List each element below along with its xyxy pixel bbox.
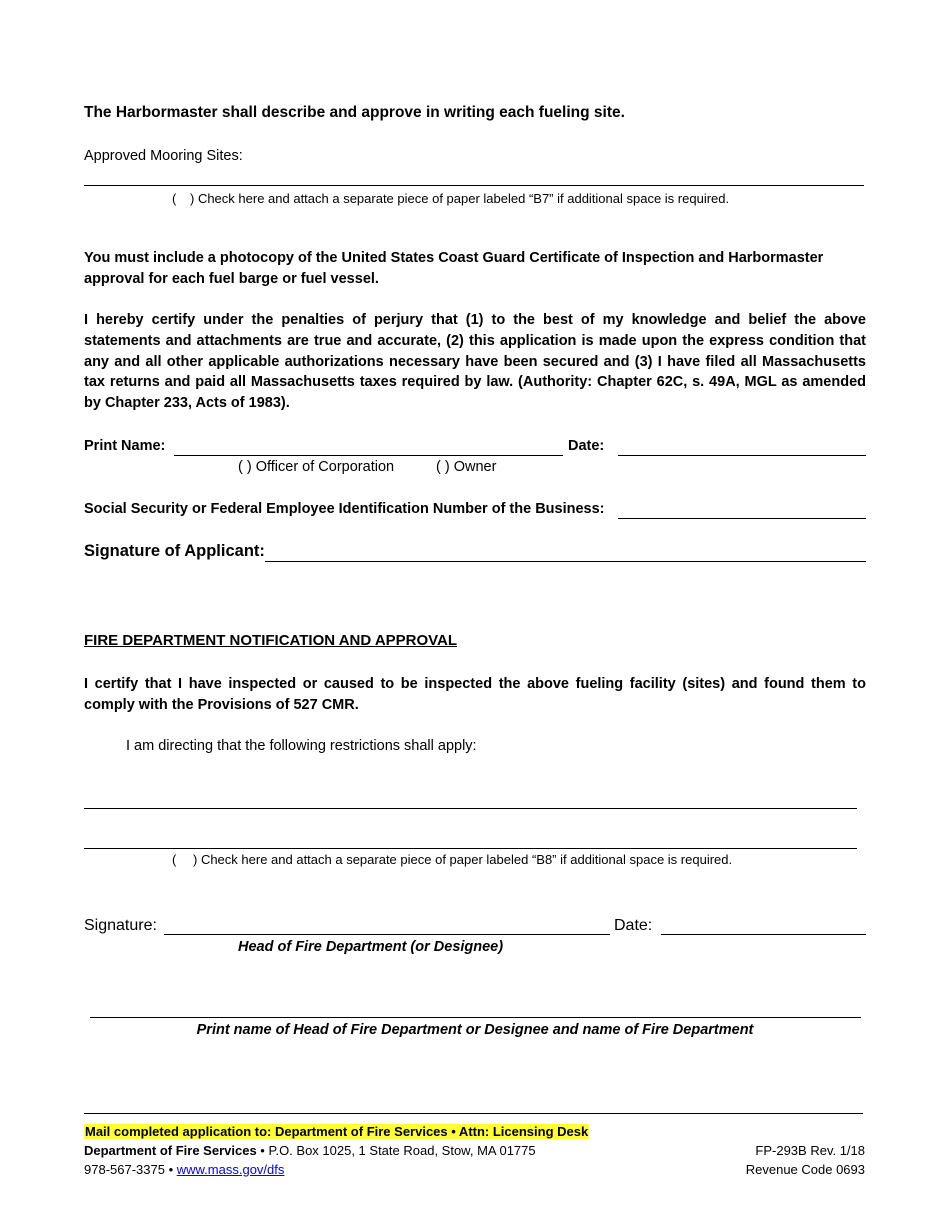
applicant-signature-label: Signature of Applicant: <box>84 542 265 560</box>
mooring-check-paren[interactable]: ( <box>172 191 177 206</box>
dept-address: • P.O. Box 1025, 1 State Road, Stow, MA 01775 <box>256 1143 536 1158</box>
restrictions-check-text: ) Check here and attach a separate piece of paper labeled “B8” if additional space is required. <box>193 852 733 867</box>
restrictions-check-paren[interactable]: ( <box>172 852 177 867</box>
certification-paragraph: I hereby certify under the penalties of perjury that (1) to the best of my knowledge and belief the above statements and attachments are true and accurate, (2) this application is made upon the express condition that any and all other applicable authorizations necessary have been secured and (3) I have filed all Massachusetts tax returns and paid all Massachusetts taxes required by law. (Authority: Chapter 62C, s. 49A, MGL as amended by Chapter 233, Acts of 1983). <box>84 312 866 412</box>
mooring-sites-label: Approved Mooring Sites: <box>84 148 243 164</box>
revenue-code: Revenue Code 0693 <box>745 1162 865 1177</box>
fire-dept-certify-text: I certify that I have inspected or caused to be inspected the above fueling facility (sites) and found them to comply with the Provisions of 527 CMR. <box>84 676 866 713</box>
owner-checkbox[interactable]: ( ) Owner <box>436 459 497 475</box>
officer-of-corporation-checkbox[interactable]: ( ) Officer of Corporation <box>238 459 395 475</box>
applicant-signature-field[interactable] <box>265 561 866 562</box>
fire-dept-signature-field[interactable] <box>164 934 610 935</box>
print-name-field[interactable] <box>174 455 563 456</box>
fire-dept-signature-caption: Head of Fire Department (or Designee) <box>238 939 504 955</box>
fire-dept-date-field[interactable] <box>661 934 866 935</box>
mooring-sites-field[interactable] <box>84 185 864 186</box>
restrictions-label: I am directing that the following restrictions shall apply: <box>126 738 477 754</box>
fire-dept-date-label: Date: <box>614 917 653 934</box>
harbormaster-heading: The Harbormaster shall describe and approve in writing each fueling site. <box>84 104 625 121</box>
print-name-label: Print Name: <box>84 438 166 454</box>
footer-address-line <box>84 1143 536 1158</box>
fire-dept-heading: FIRE DEPARTMENT NOTIFICATION AND APPROVAL <box>84 632 458 649</box>
ssn-fein-field[interactable] <box>618 518 866 519</box>
form-number: FP-293B Rev. 1/18 <box>755 1143 865 1158</box>
fire-dept-signature-label: Signature: <box>84 917 157 934</box>
ssn-fein-label: Social Security or Federal Employee Identification Number of the Business: <box>84 501 605 517</box>
footer-divider <box>84 1113 863 1114</box>
restrictions-line-2[interactable] <box>84 848 857 849</box>
coast-guard-notice: You must include a photocopy of the United States Coast Guard Certificate of Inspection and Harbormaster approval for each fuel barge or fuel vessel. <box>84 250 824 287</box>
footer-contact-line <box>84 1162 284 1177</box>
dept-website-link[interactable]: www.mass.gov/dfs <box>176 1162 285 1177</box>
fire-dept-print-name-field[interactable] <box>90 1017 861 1018</box>
mail-instructions: Mail completed application to: Department of Fire Services • Attn: Licensing Desk <box>85 1124 589 1139</box>
dept-name: Department of Fire Services <box>84 1143 257 1158</box>
restrictions-line-1[interactable] <box>84 808 857 809</box>
dept-phone: 978-567-3375 • <box>84 1162 177 1177</box>
mooring-check-text: ) Check here and attach a separate piece of paper labeled “B7” if additional space is required. <box>190 191 730 206</box>
fire-dept-print-name-caption: Print name of Head of Fire Department or Designee and name of Fire Department <box>196 1022 754 1038</box>
date-label: Date: <box>568 438 605 454</box>
date-field[interactable] <box>618 455 866 456</box>
